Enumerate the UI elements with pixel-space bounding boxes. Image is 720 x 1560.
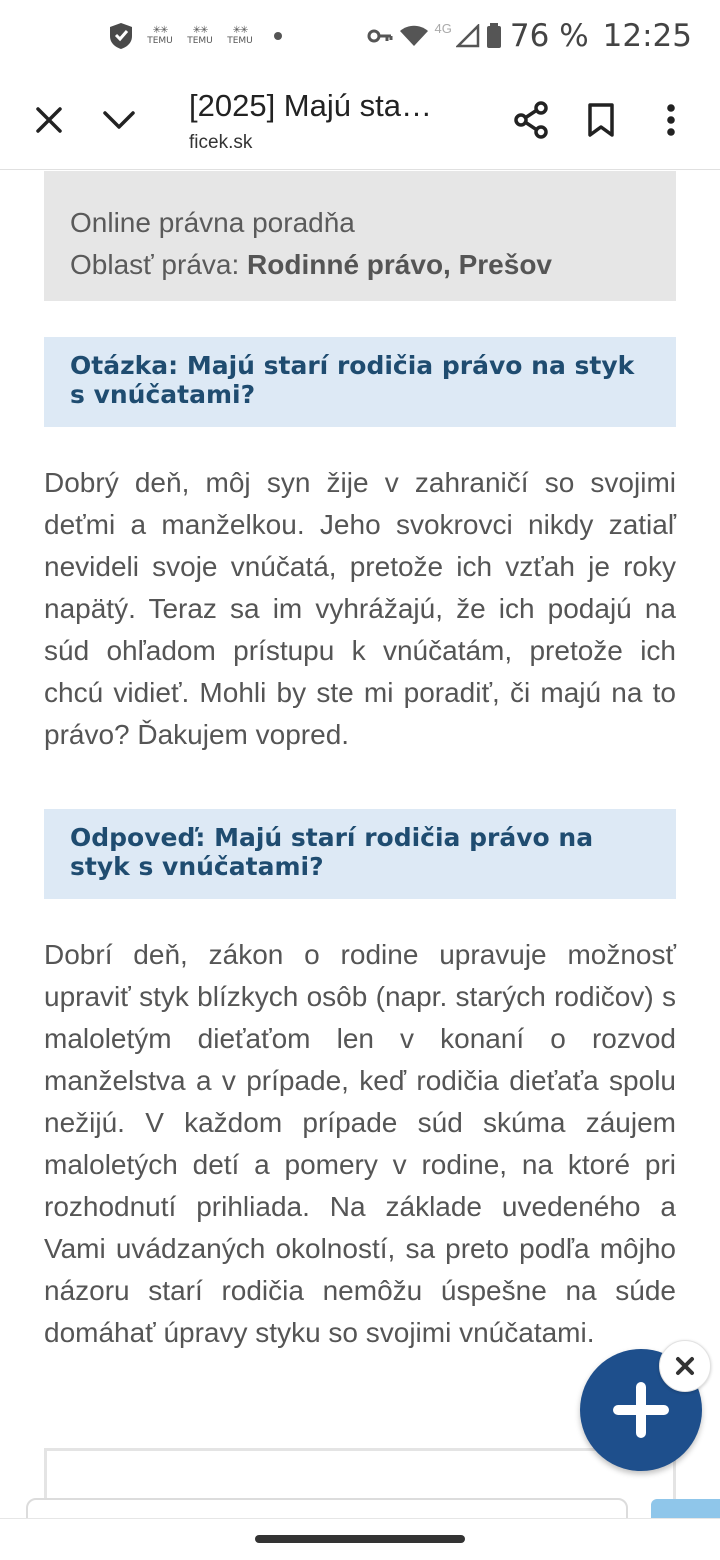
web-content[interactable] xyxy=(0,171,720,1518)
close-button[interactable] xyxy=(21,92,77,148)
more-options-button[interactable] xyxy=(643,92,699,148)
temu-icon: ✳✳ TEMU xyxy=(227,25,253,46)
status-bar xyxy=(0,0,720,72)
more-notifications-dot xyxy=(274,32,282,40)
temu-icon: ✳✳ TEMU xyxy=(187,25,213,46)
question-heading: Otázka: Majú starí rodičia právo na styk s vnúčatami? xyxy=(70,351,635,409)
page-title: [2025] Majú sta… xyxy=(189,88,432,123)
question-heading-box xyxy=(44,337,676,427)
close-icon xyxy=(675,1356,695,1376)
chevron-down-icon xyxy=(102,109,136,131)
info-value: Rodinné právo, Prešov xyxy=(247,249,552,280)
system-nav-bar xyxy=(0,1518,720,1560)
share-button[interactable] xyxy=(503,92,559,148)
clock: 12:25 xyxy=(602,18,692,54)
question-body: Dobrý deň, môj syn žije v zahraničí so svojimi deťmi a manželkou. Jeho svokrovci nikdy zatiaľ nevideli svoje vnúčatá, pretože ich vzťah je roky napätý. Teraz sa im vyhrážajú, že ich podajú na súd ohľadom prístupu k vnúčatám, pretože ich chcú vidieť. Mohli by ste mi poradiť, či majú na to právo? Ďakujem vopred. xyxy=(44,467,676,750)
floating-close-button[interactable] xyxy=(659,1340,711,1392)
vpn-key-icon xyxy=(367,26,393,46)
bottom-action-button[interactable] xyxy=(651,1499,720,1518)
network-type-label: 4G xyxy=(434,20,452,36)
info-line-1: Online právna poradňa xyxy=(70,207,355,238)
minimize-button[interactable] xyxy=(91,92,147,148)
notification-icons xyxy=(108,22,282,50)
answer-heading: Odpoveď: Majú starí rodičia právo na styk s vnúčatami? xyxy=(70,823,594,881)
bookmark-icon xyxy=(587,102,615,138)
info-line-2 xyxy=(70,244,650,286)
temu-icon: ✳✳ TEMU xyxy=(147,25,173,46)
bottom-input-field[interactable] xyxy=(26,1498,628,1518)
bookmark-button[interactable] xyxy=(573,92,629,148)
more-vertical-icon xyxy=(666,103,676,137)
custom-tab-toolbar xyxy=(0,72,720,170)
shield-app-icon xyxy=(108,22,134,50)
answer-heading-box xyxy=(44,809,676,899)
close-icon xyxy=(35,106,63,134)
cell-signal-icon xyxy=(456,24,480,48)
answer-body: Dobrí deň, zákon o rodine upravuje možnosť upraviť styk blízkych osôb (napr. starých rodičov) s maloletým dieťaťom len v konaní o rozvod manželstva a v prípade, keď rodičia dieťaťa spolu nežijú. V každom prípade súd skúma záujem maloletých detí a pomery v rodine, na ktoré pri rozhodnutí prihliada. Na základe uvedeného a Vami uvádzaných okolností, sa preto podľa môjho názoru starí rodičia nemôžu úspešne na súde domáhať úpravy styku so svojimi vnúčatami. xyxy=(44,939,676,1348)
info-label: Oblasť práva: xyxy=(70,249,248,280)
battery-percent: 76 % xyxy=(509,18,589,54)
info-box xyxy=(44,171,676,301)
battery-icon xyxy=(486,23,502,49)
share-icon xyxy=(513,101,549,139)
plus-icon xyxy=(612,1381,670,1439)
home-gesture-handle[interactable] xyxy=(255,1535,465,1543)
page-url: ficek.sk xyxy=(189,132,253,153)
wifi-icon xyxy=(399,24,429,48)
system-status-icons xyxy=(367,18,692,54)
